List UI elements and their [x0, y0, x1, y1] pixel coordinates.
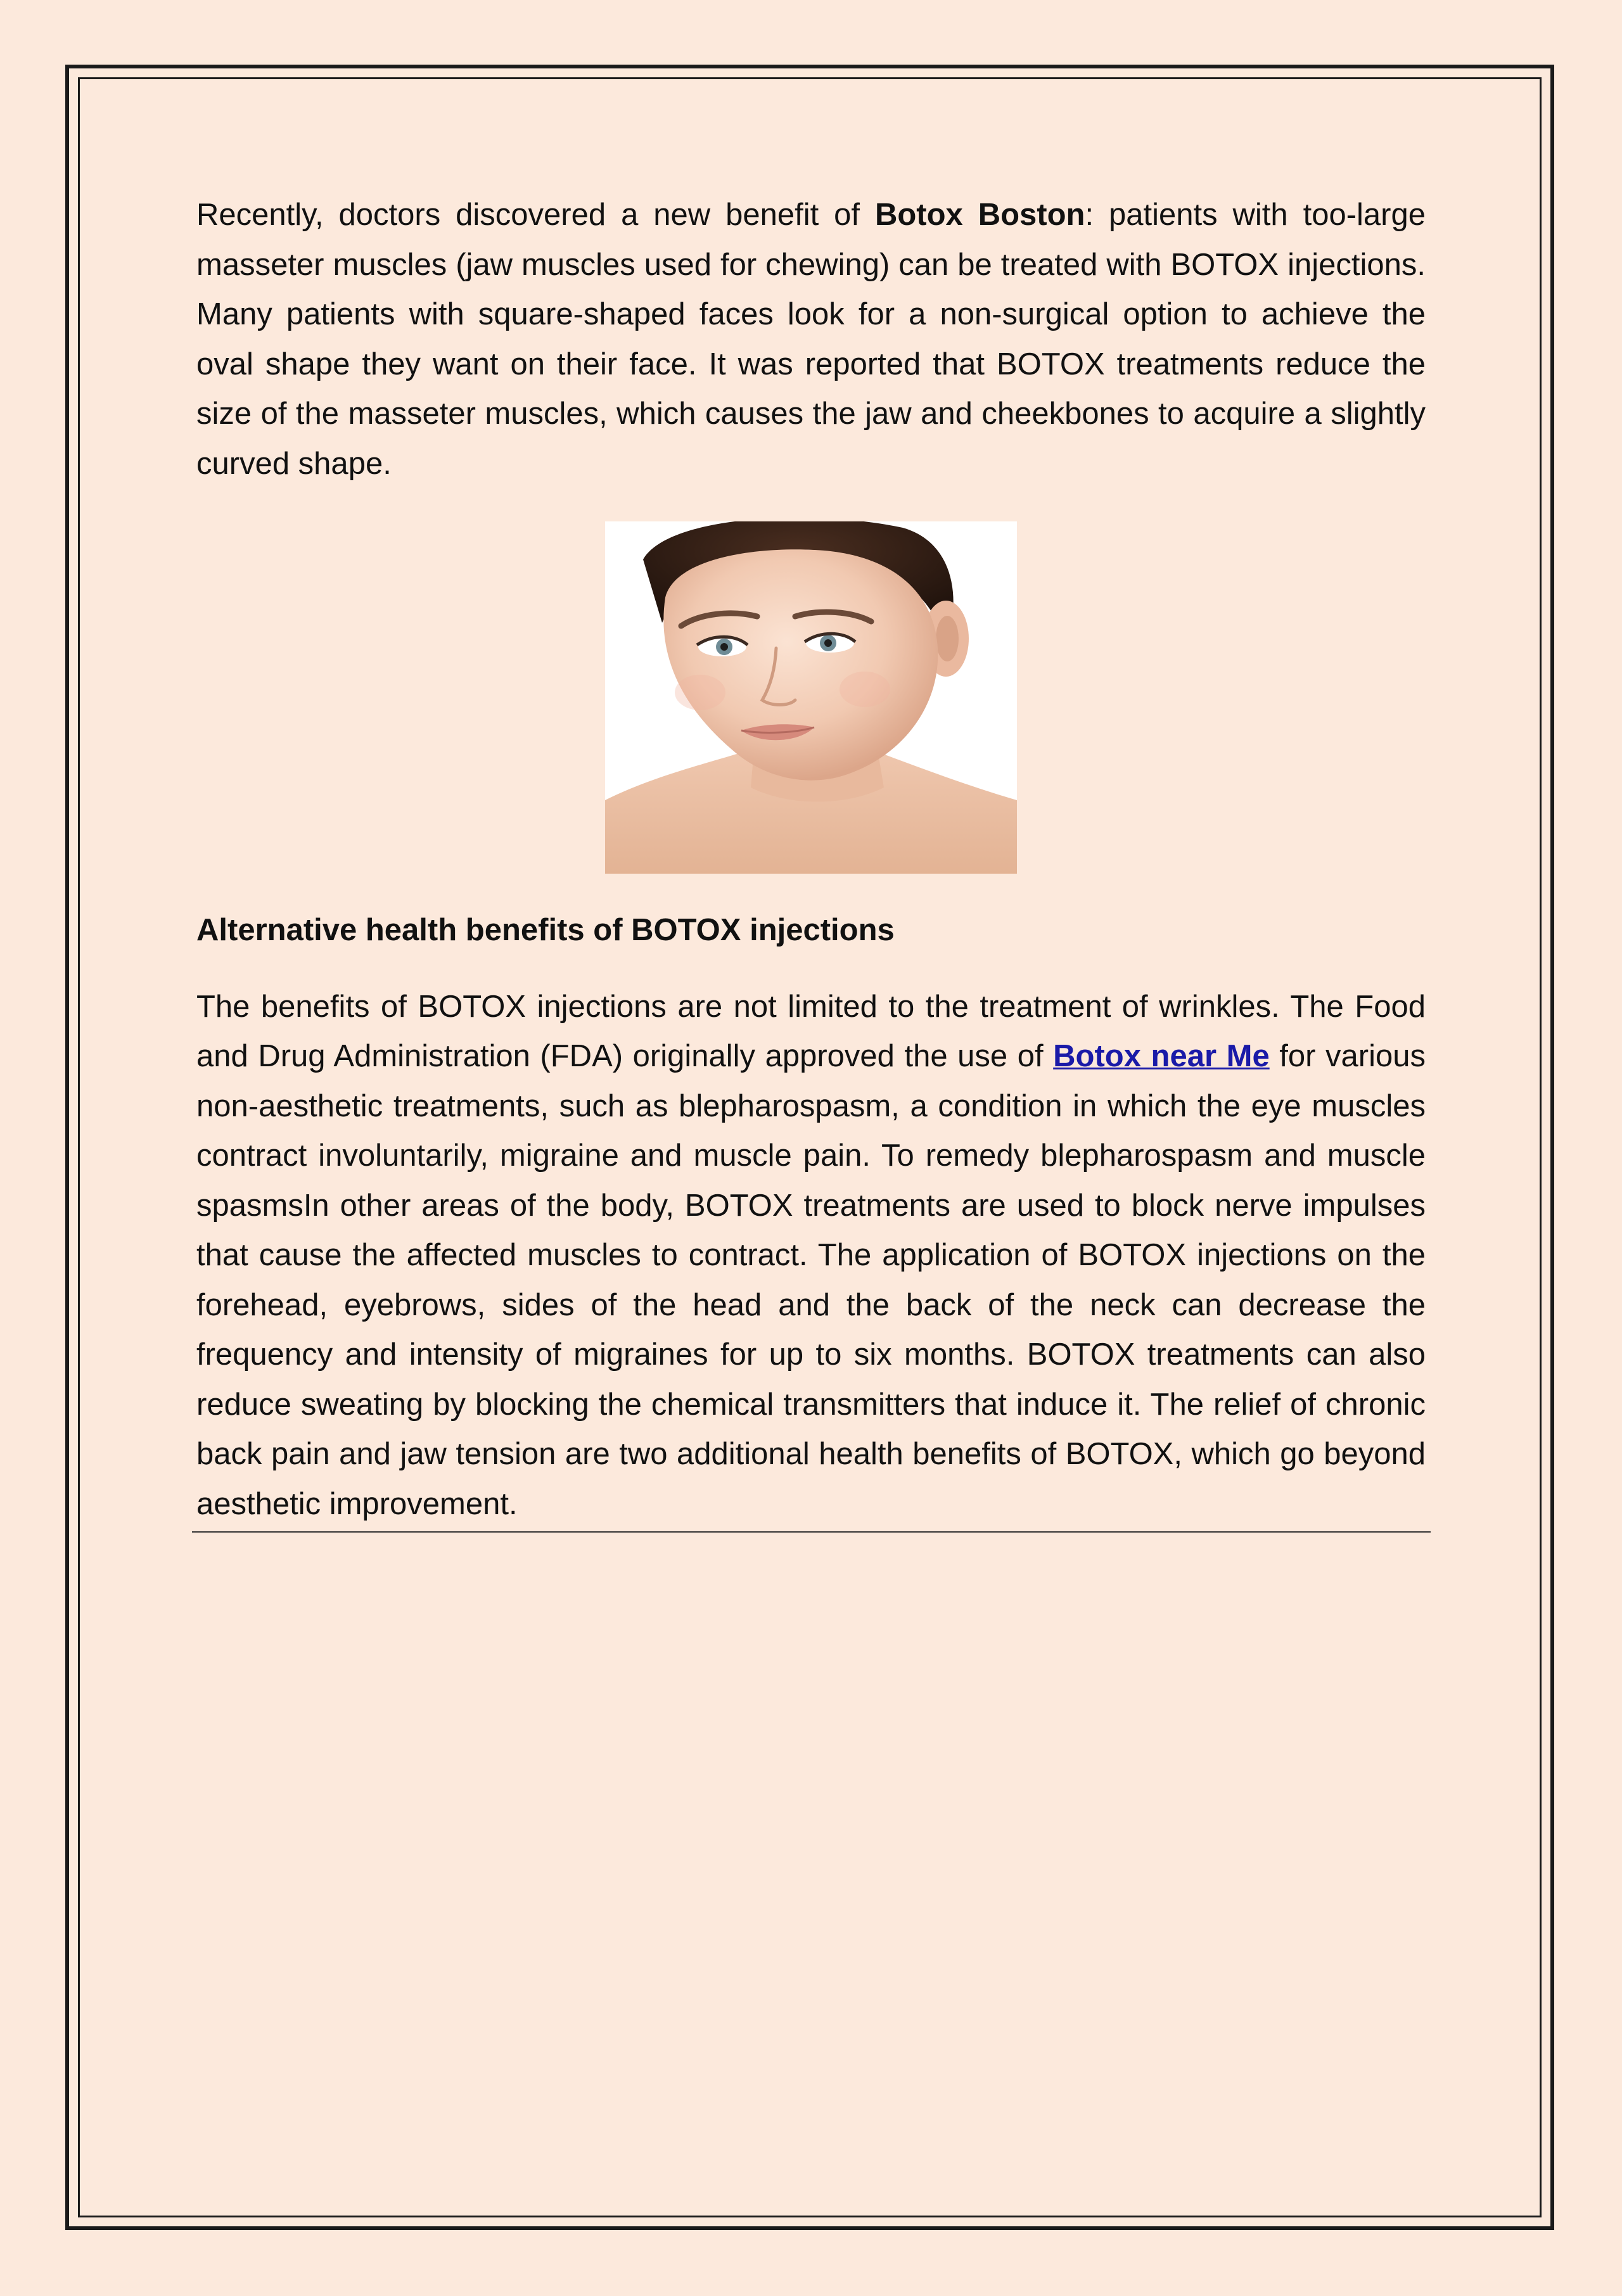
divider-line	[192, 1531, 1431, 1533]
intro-text-end: : patients with too-large masseter muscles (jaw muscles used for chewing) can be treated with BOTOX injections. Many patients with square-shaped faces look for a non-surgical option to achieve the oval shape they want on their face. It was reported that BOTOX treatments reduce the size of the masseter muscles, which causes the jaw and cheekbones to acquire a slightly curved shape.	[196, 198, 1426, 481]
intro-paragraph	[196, 190, 1426, 488]
intro-bold-term: Botox Boston	[874, 198, 1085, 232]
body-text-end: for various non-aesthetic treatments, such as blepharospasm, a condition in which the eye muscles contract involuntarily, migraine and muscle pain. To remedy blepharospasm and muscle spasmsIn other areas of the body, BOTOX treatments are used to block nerve impulses that cause the affected muscles to contract. The application of BOTOX injections on the forehead, eyebrows, sides of the head and the back of the neck can decrease the frequency and intensity of migraines for up to six months. BOTOX treatments can also reduce sweating by blocking the chemical transmitters that induce it. The relief of chronic back pain and jaw tension are two additional health benefits of BOTOX, which go beyond aesthetic improvement.	[196, 1039, 1426, 1521]
section-heading: Alternative health benefits of BOTOX injections	[196, 913, 895, 947]
body-paragraph	[196, 982, 1426, 1529]
intro-text-start: Recently, doctors discovered a new benefit of	[196, 198, 875, 232]
article-content	[196, 190, 1426, 1529]
botox-near-me-link[interactable]: Botox near Me	[1053, 1039, 1270, 1073]
woman-face-photo	[605, 521, 1017, 874]
body-text-start: The benefits of BOTOX injections are not limited to the treatment of wrinkles. The Food and Drug Administration (FDA) originally approved the use of	[196, 989, 1426, 1073]
